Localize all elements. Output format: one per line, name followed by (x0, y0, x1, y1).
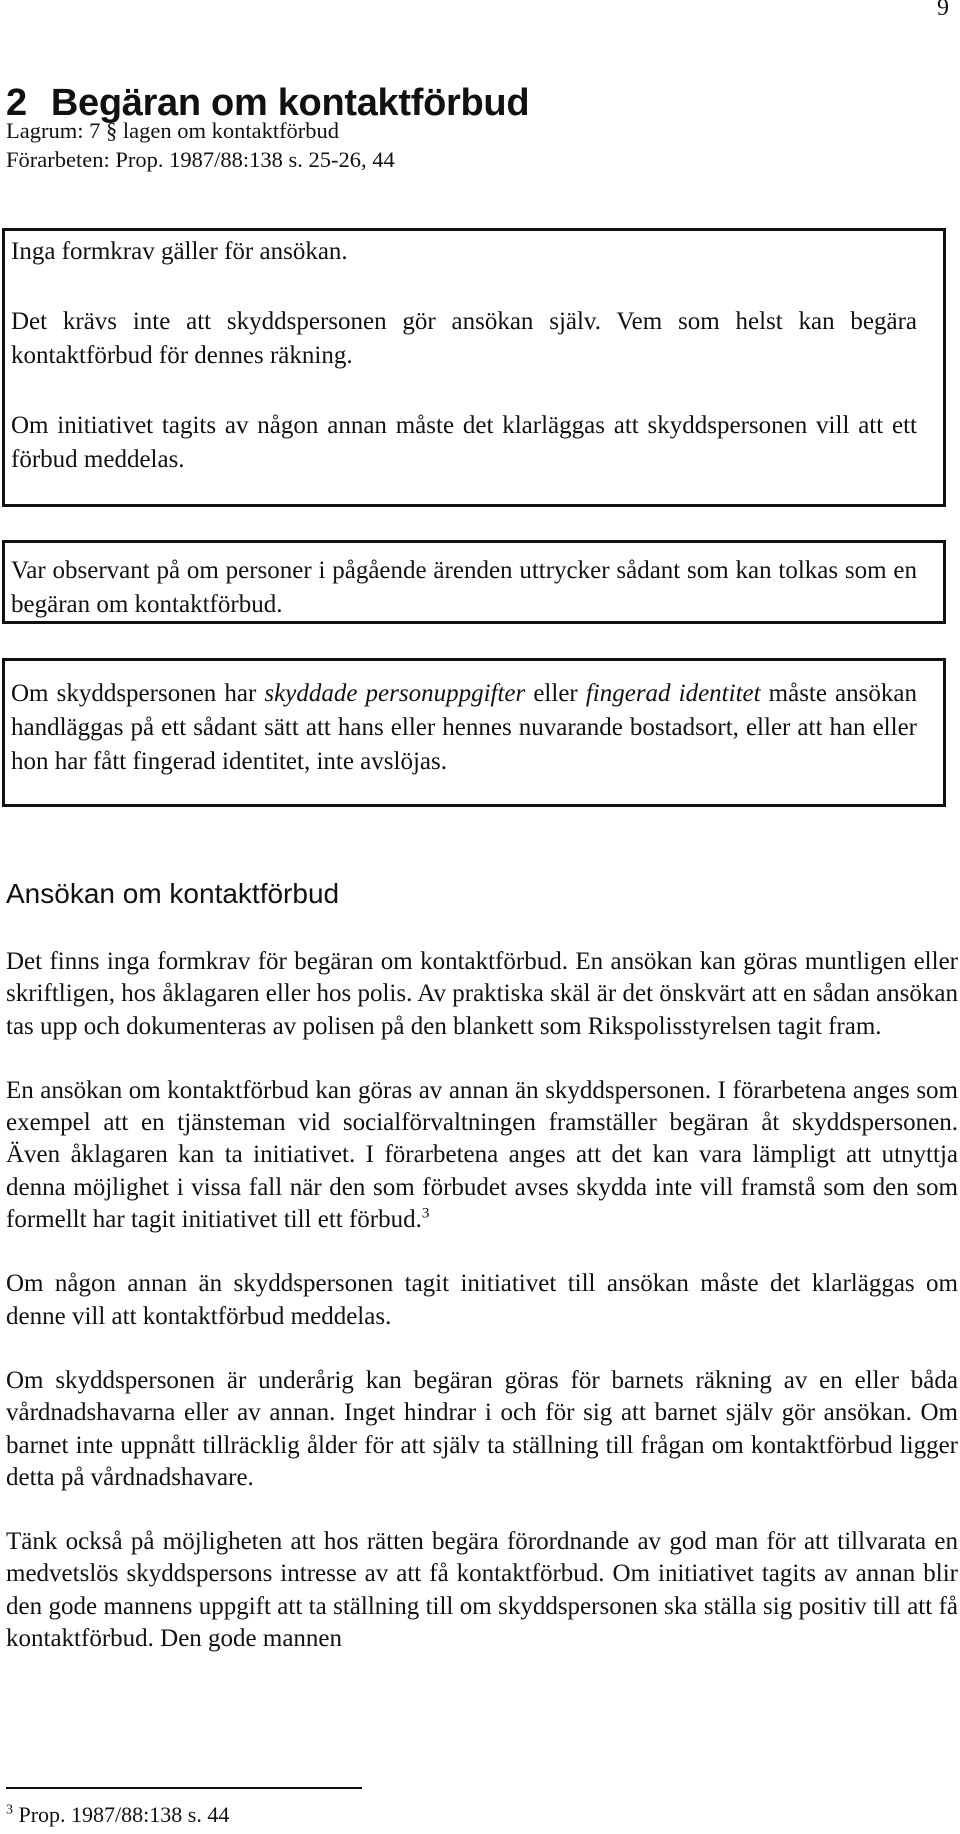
body-paragraph (6, 1075, 958, 1236)
footnote-marker: 3 (6, 1802, 13, 1818)
chapter-title: Begäran om kontaktförbud (50, 82, 530, 124)
box-paragraph: Om initiativet tagits av någon annan måste det klarläggas att skyddspersonen vill att ett förbud meddelas. (11, 412, 917, 473)
info-box-observant (2, 540, 946, 624)
emphasis-protected-data: skyddade personuppgifter (264, 680, 526, 707)
box-paragraph (11, 677, 917, 779)
body-paragraph: Tänk också på möjligheten att hos rätten begära förordnande av god man för att tillvarata en medvetslös skyddspersons intresse av att få kontaktförbud. Om initiativet tagits av annan blir den gode mannens uppgift att ta ställning till om skyddspersonen ska ställa sig positiv till att få kontaktförbud. Den gode mannen (6, 1528, 958, 1653)
box-paragraph: Var observant på om personer i pågående ärenden uttrycker sådant som kan tolkas som en begäran om kontaktförbud. (11, 557, 917, 618)
body-paragraph: Om skyddspersonen är underårig kan begäran göras för barnets räkning av en eller båda vårdnadshavarna eller av annan. Inget hindrar i och för sig att barnet själv gör ansökan. Om barnet inte uppnått tillräcklig ålder för att själv ta ställning till frågan om kontaktförbud ligger detta på vårdnadshavare. (6, 1366, 958, 1491)
preparatory-works: Förarbeten: Prop. 1987/88:138 s. 25-26, 44 (6, 147, 395, 172)
legal-basis: Lagrum: 7 § lagen om kontaktförbud (6, 118, 340, 143)
info-box-form-requirements (2, 228, 946, 507)
footnote (6, 1801, 229, 1829)
section-heading: Ansökan om kontaktförbud (6, 878, 340, 909)
body-paragraph: Om någon annan än skyddspersonen tagit initiativet till ansökan måste det klarläggas om denne vill att kontaktförbud meddelas. (6, 1270, 958, 1330)
box-paragraph: Det krävs inte att skyddspersonen gör ansökan själv. Vem som helst kan begära kontaktförbud för dennes räkning. (11, 308, 917, 369)
page-number: 9 (937, 0, 949, 21)
section-body (6, 946, 958, 1655)
text-run: En ansökan om kontaktförbud kan göras av annan än skyddspersonen. I förarbetena anges som exempel att en tjänsteman vid socialförvaltningen framställer begäran åt skyddspersonen. Även åklagaren kan ta initiativet. I förarbetena anges att det kan vara lämpligt att utnyttja denna möjlighet i vissa fall när den som förbudet avses skydda inte vill framstå som den som formellt har tagit initiativet till ett förbud. (6, 1076, 958, 1234)
footnote-divider (6, 1787, 362, 1789)
box-paragraph: Inga formkrav gäller för ansökan. (11, 238, 348, 265)
footnote-reference[interactable]: 3 (421, 1205, 430, 1222)
text-run: eller (525, 680, 586, 707)
chapter-number: 2 (6, 82, 27, 124)
text-run: Om skyddspersonen har (11, 680, 265, 707)
text-run: måste ansökan handläggas på ett sådant sätt att hans eller hennes nuvarande bostadsort, eller att han eller hon har fått fingerad identitet, inte avslöjas. (11, 680, 917, 775)
footnote-text: Prop. 1987/88:138 s. 44 (13, 1802, 230, 1827)
info-box-protected-identity (2, 658, 946, 807)
body-paragraph: Det finns inga formkrav för begäran om kontaktförbud. En ansökan kan göras muntligen eller skriftligen, hos åklagaren eller hos polis. Av praktiska skäl är det önskvärt att en sådan ansökan tas upp och dokumenteras av polisen på den blankett som Rikspolisstyrelsen tagit fram. (6, 948, 958, 1040)
emphasis-fictitious-identity: fingerad identitet (585, 680, 761, 707)
